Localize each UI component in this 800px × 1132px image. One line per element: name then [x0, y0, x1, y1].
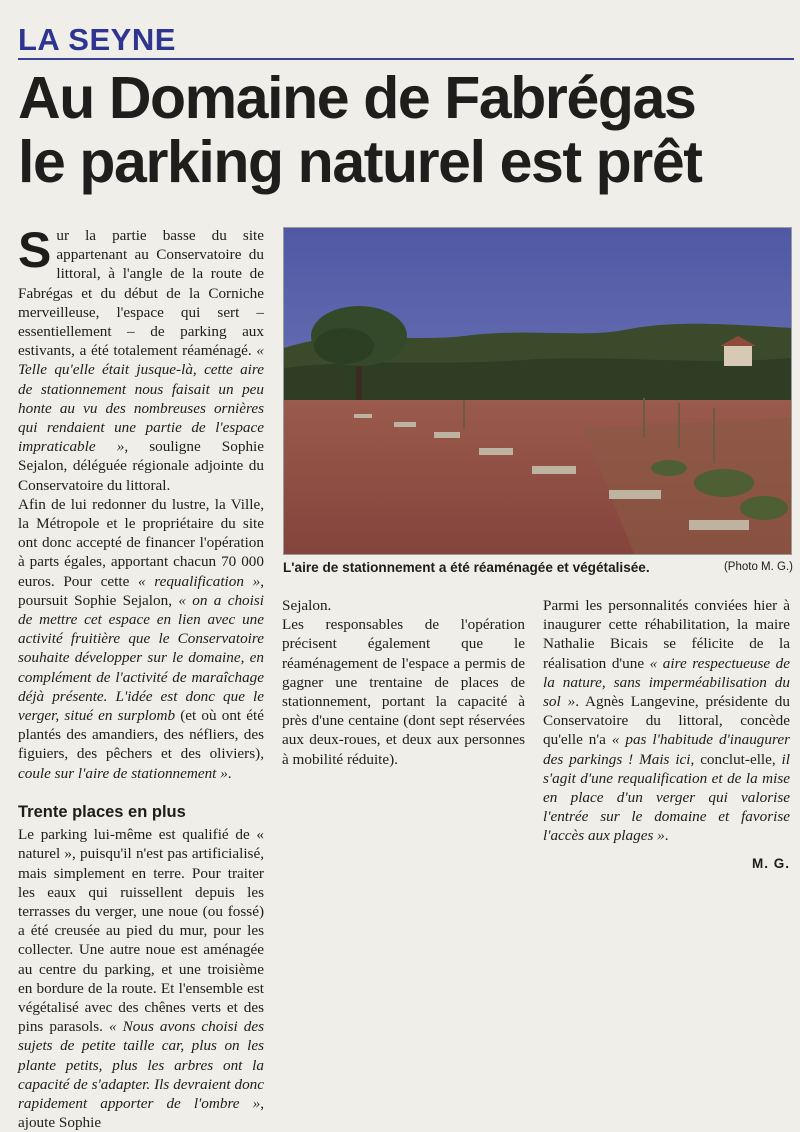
- article-paragraph: [18, 825, 264, 1132]
- article-paragraph: [18, 222, 264, 495]
- quote-text: « on a choisi de mettre cet espace en lien avec une activité fruitière que le Conservatoire souhaite développer sur le domaine, en complément de l'activité de maraîchage déjà présente. L'idée est donc que le verger, situé en surplomb: [18, 591, 265, 725]
- article-paragraph: [18, 495, 264, 783]
- article-paragraph: [543, 596, 790, 846]
- body-text: Sejalon.: [282, 597, 332, 614]
- body-text: .: [227, 764, 232, 782]
- quote-text: « Nous avons choisi des sujets de petite taille car, plus on les plante petits, plus les arbres ont la capacité de s'adapter. Ils devraient donc rapidement apporter de l'ombre »: [18, 1018, 264, 1112]
- body-text: Afin de lui redonner du lustre, la Ville, la Métropole et le propriétaire du site ont donc accepté de financer l'opération à parts égales, apportant chacun 70 000 euros. Pour cette: [18, 495, 264, 590]
- body-text: , ajoute Sophie: [18, 1094, 264, 1132]
- parking-photo-illustration: [284, 228, 791, 554]
- section-rule: [18, 58, 794, 60]
- headline: [18, 66, 798, 194]
- article-paragraph: [282, 615, 525, 769]
- article-column-3: [543, 596, 790, 873]
- article-column-1: [18, 222, 265, 1132]
- body-text: .: [664, 827, 669, 845]
- article-paragraph-continued: [282, 596, 525, 615]
- photo-credit: (Photo M. G.): [723, 561, 793, 573]
- quote-text: « aire respectueuse de la nature, sans imperméabilisation du sol »: [543, 654, 791, 711]
- body-text: Les responsables de l'opération précisent également que le réaménagement de l'espace a permis de gagner une trentaine de places de stationnement, portant la capacité à près d'une centaine (dont sept réservées aux deux-roues, et deux aux personnes à mobilité réduite).: [282, 616, 525, 768]
- body-text: . Agnès Langevine, présidente du Conservatoire du littoral, concède qu'elle n'a: [543, 693, 790, 749]
- quote-text: « Telle qu'elle était jusque-là, cette aire de stationnement nous faisait un peu honte au vu des nombreuses ornières qui rendaient une partie de l'espace impraticable »: [18, 342, 264, 456]
- body-text: , souligne Sophie Sejalon, déléguée régionale adjointe du Conservatoire du littoral.: [18, 438, 264, 494]
- body-text: (et où ont été plantés des amandiers, des néfliers, des figuiers, des pêchers et des oliviers): [18, 707, 264, 763]
- caption-text: L'aire de stationnement a été réaménagée et végétalisée.: [283, 560, 650, 575]
- body-text: , poursuit Sophie Sejalon,: [18, 572, 264, 609]
- article-subheading: Trente places en plus: [18, 802, 186, 821]
- quote-text: , coule sur l'aire de stationnement »: [18, 745, 264, 782]
- body-text: Parmi les personnalités conviées hier à inaugurer cette réhabilitation, la maire Nathalie Bicais se félicite de la réalisation d'une: [543, 597, 790, 672]
- body-text: ur la partie basse du site appartenant au Conservatoire du littoral, à l'angle de la route de Fabrégas et du début de la Corniche merveilleuse, l'espace qui sert – essentiellement – de parking aux estivants, a été totalement réaménagé.: [18, 227, 264, 360]
- headline-line-1: Au Domaine de Fabrégas: [18, 65, 696, 131]
- quote-text: « requalification »: [138, 572, 261, 590]
- drop-cap: S: [18, 222, 52, 278]
- section-kicker: LA SEYNE: [18, 22, 176, 57]
- article-photo: [283, 227, 792, 555]
- quote-text: il s'agit d'une requalification et de la mise en place d'un verger qui valorise l'entrée sur le domaine et favorise l'accès aux plages »: [543, 750, 790, 845]
- body-text: , conclut-elle,: [690, 750, 782, 768]
- author-signature: M. G.: [752, 855, 790, 871]
- headline-line-2: le parking naturel est prêt: [18, 129, 702, 195]
- body-text: Le parking lui-même est qualifié de « naturel », puisqu'il n'est pas artificialisé, mais simplement en terre. Pour traiter les eaux qui ruissellent depuis les terrasses du verger, une noue (ou fossé) a été creusée au pied du mur, pour les collecter. Une autre noue est aménagée au centre du parking, et une troisième en bordure de la route. Et l'ensemble est végétalisé avec des chênes verts et des pins parasols.: [18, 826, 264, 1036]
- photo-caption: [283, 559, 793, 577]
- quote-text: « pas l'habitude d'inaugurer des parkings ! Mais ici: [543, 731, 790, 768]
- article-column-2: [282, 596, 525, 769]
